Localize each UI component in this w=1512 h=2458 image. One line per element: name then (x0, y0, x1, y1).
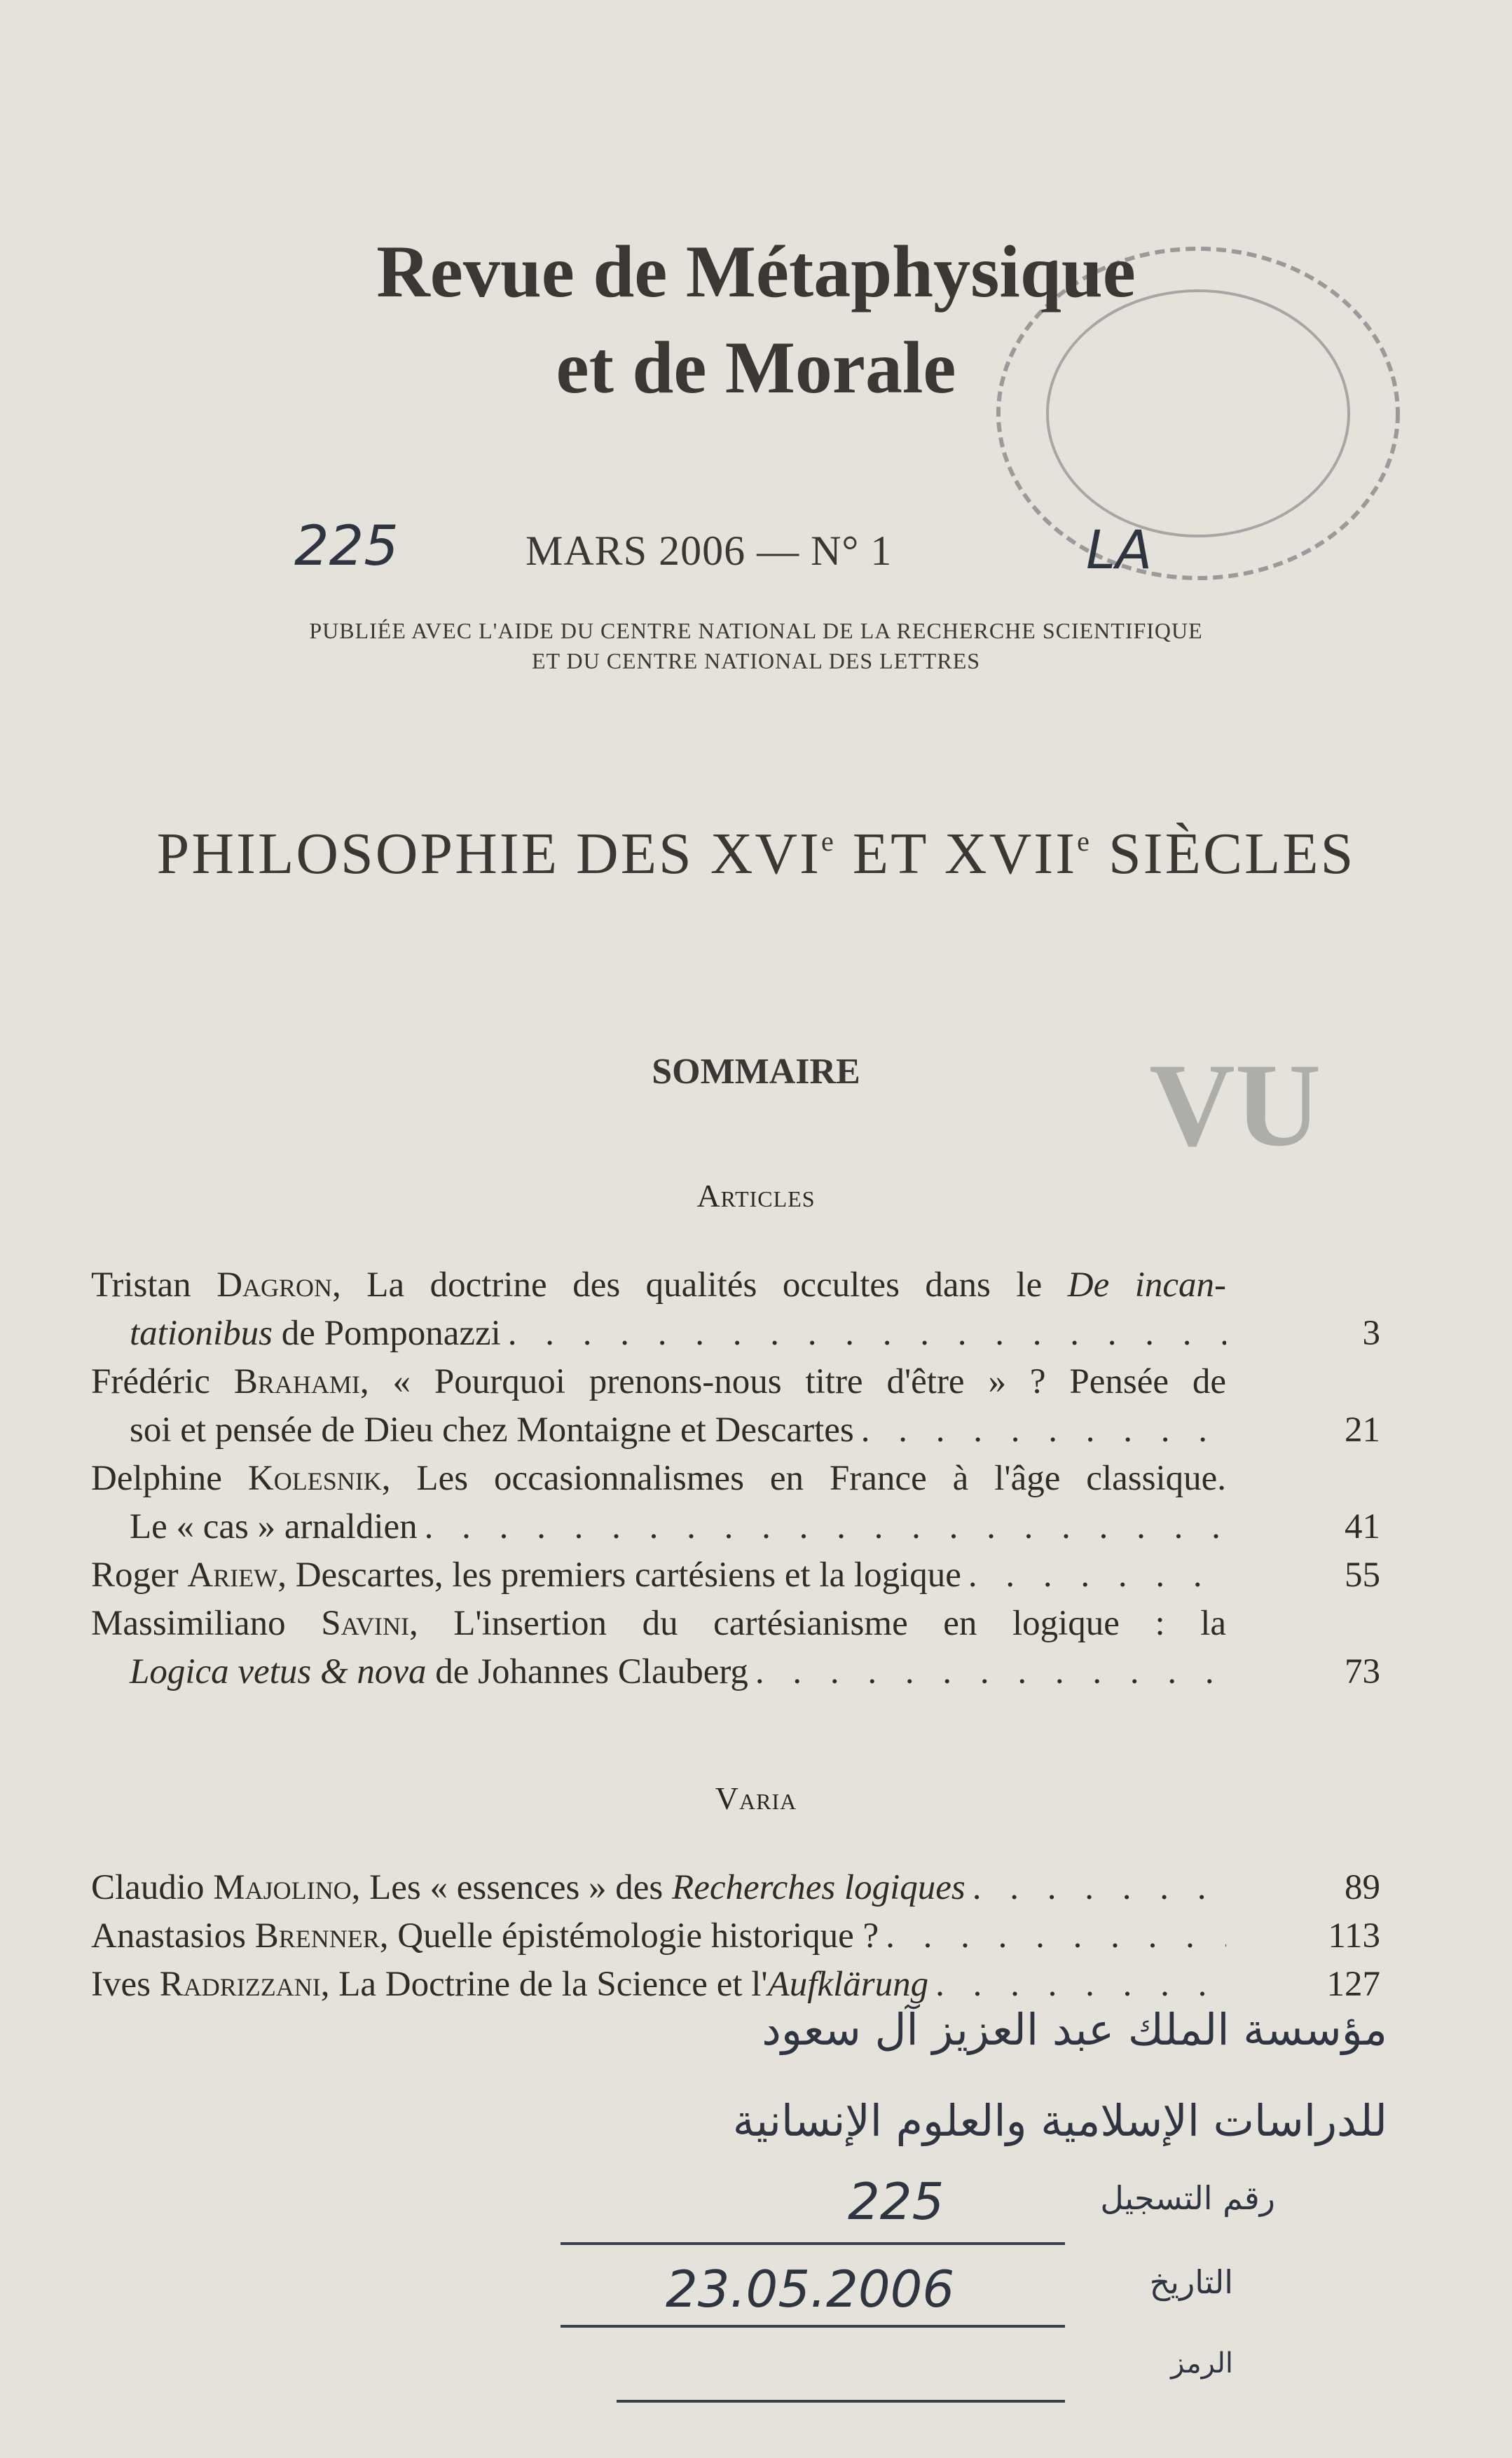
page-number: 127 (1326, 1965, 1380, 2004)
vu-stamp: VU (1149, 1039, 1321, 1171)
title-text: , La doctrine des qualités occultes dans le (332, 1265, 1068, 1305)
toc-entry-line2 (91, 1648, 1380, 1696)
library-name-line2: للدراسات الإسلامية والعلوم الإنسانية (732, 2095, 1387, 2146)
title-italic: Aufklärung (767, 1965, 929, 2004)
toc-entry-line1 (91, 1261, 1226, 1310)
leader-dots (886, 1912, 1226, 1961)
author-surname: Ariew (187, 1556, 278, 1595)
author-surname: Savini (321, 1604, 409, 1643)
title-text: , Les « essences » des (351, 1868, 673, 1907)
toc-entry (91, 1455, 1380, 1551)
page-number: 21 (1345, 1410, 1380, 1450)
toc-entry (91, 1261, 1380, 1358)
date-value: 23.05.2006 (666, 2260, 955, 2319)
handwritten-number: 225 (294, 515, 399, 578)
registration-label: رقم التسجيل (1100, 2179, 1275, 2217)
toc-entry-line2 (91, 1503, 1380, 1551)
page-number: 41 (1345, 1507, 1380, 1546)
title-text: , Les occasionnalismes en France à l'âge classique. (381, 1459, 1227, 1498)
theme-part2: ET XVII (835, 821, 1078, 886)
toc-entry (91, 1912, 1380, 1961)
title-italic: Logica vetus & nova (130, 1652, 427, 1691)
leader-dots (425, 1503, 1226, 1551)
issue-theme (0, 820, 1512, 888)
title-text: soi et pensée de Dieu chez Montaigne et Descartes (130, 1410, 854, 1450)
title-text: , Quelle épistémologie historique ? (379, 1916, 879, 1956)
page-number: 89 (1345, 1868, 1380, 1907)
toc-entry (91, 1600, 1380, 1696)
page-number: 3 (1362, 1314, 1380, 1353)
title-text: de Johannes Clauberg (426, 1652, 748, 1691)
articles-list (91, 1261, 1380, 1696)
toc-entry-line2 (91, 1406, 1380, 1455)
leader-dots (935, 1961, 1226, 2009)
toc-entry (91, 1864, 1380, 1912)
title-text: , La Doctrine de la Science et l' (320, 1965, 768, 2004)
sommaire-heading: SOMMAIRE (652, 1052, 860, 1092)
author-surname: Radrizzani (159, 1965, 321, 2004)
author-first: Ives (91, 1965, 151, 2004)
varia-list (91, 1864, 1380, 2009)
author-surname: Kolesnik (247, 1459, 382, 1498)
toc-entry-line1 (91, 1600, 1226, 1648)
signature-underline (617, 2400, 1065, 2403)
leader-dots (861, 1406, 1226, 1455)
title-italic: Recherches logiques (672, 1868, 965, 1907)
toc-entry (91, 1358, 1380, 1455)
author-surname: Majolino (213, 1868, 352, 1907)
author-first: Claudio (91, 1868, 205, 1907)
date-label: التاريخ (1149, 2263, 1233, 2301)
title-italic: De incan- (1067, 1265, 1226, 1305)
title-text: , Descartes, les premiers cartésiens et la logique (277, 1556, 961, 1595)
issue-date-number: MARS 2006 — N° 1 (525, 528, 893, 574)
leader-dots (968, 1551, 1226, 1600)
theme-part3: SIÈCLES (1091, 821, 1356, 886)
title-text: , L'insertion du cartésianisme en logique : la (408, 1604, 1226, 1643)
title-text: Le « cas » arnaldien (130, 1507, 418, 1546)
author-first: Tristan (91, 1265, 191, 1305)
title-text: de Pomponazzi (273, 1314, 501, 1353)
title-italic: tationibus (130, 1314, 273, 1353)
signature-label: الرمز (1171, 2347, 1233, 2380)
author-first: Anastasios (91, 1916, 246, 1956)
journal-title-line2: et de Morale (556, 327, 956, 408)
registration-value: 225 (848, 2172, 944, 2231)
leader-dots (973, 1864, 1226, 1912)
toc-entry-line1 (91, 1551, 1380, 1600)
title-text: , « Pourquoi prenons-nous titre d'être » ? Pensée de (359, 1362, 1227, 1401)
theme-part1: PHILOSOPHIE DES XVI (156, 821, 822, 886)
page-number: 55 (1345, 1556, 1380, 1595)
page-number: 73 (1345, 1652, 1380, 1691)
registration-underline (561, 2242, 1065, 2245)
journal-title-line1: Revue de Métaphysique (376, 231, 1136, 313)
author-first: Massimiliano (91, 1604, 286, 1643)
author-surname: Dagron (217, 1265, 333, 1305)
toc-entry (91, 1961, 1380, 2009)
section-heading-varia: Varia (715, 1780, 797, 1816)
publication-note-line1: PUBLIÉE AVEC L'AIDE DU CENTRE NATIONAL DE LA RECHERCHE SCIENTIFIQUE (309, 618, 1203, 643)
library-name-line1: مؤسسة الملك عبد العزيز آل سعود (762, 2004, 1387, 2055)
publication-note-line2: ET DU CENTRE NATIONAL DES LETTRES (531, 648, 981, 673)
author-first: Delphine (91, 1459, 222, 1498)
handwritten-initials: LA (1086, 519, 1153, 581)
toc-entry (91, 1551, 1380, 1600)
toc-entry-line1 (91, 1358, 1226, 1406)
toc-entry-line1 (91, 1455, 1226, 1503)
date-underline (561, 2325, 1065, 2328)
author-first: Frédéric (91, 1362, 210, 1401)
toc-entry-line2 (91, 1310, 1380, 1358)
page-number: 113 (1328, 1916, 1380, 1956)
author-first: Roger (91, 1556, 179, 1595)
section-heading-articles: Articles (696, 1178, 816, 1214)
theme-sup2: e (1077, 825, 1092, 857)
leader-dots (755, 1648, 1226, 1696)
author-surname: Brenner (254, 1916, 380, 1956)
theme-sup1: e (821, 825, 836, 857)
leader-dots (508, 1310, 1226, 1358)
author-surname: Brahami (233, 1362, 360, 1401)
